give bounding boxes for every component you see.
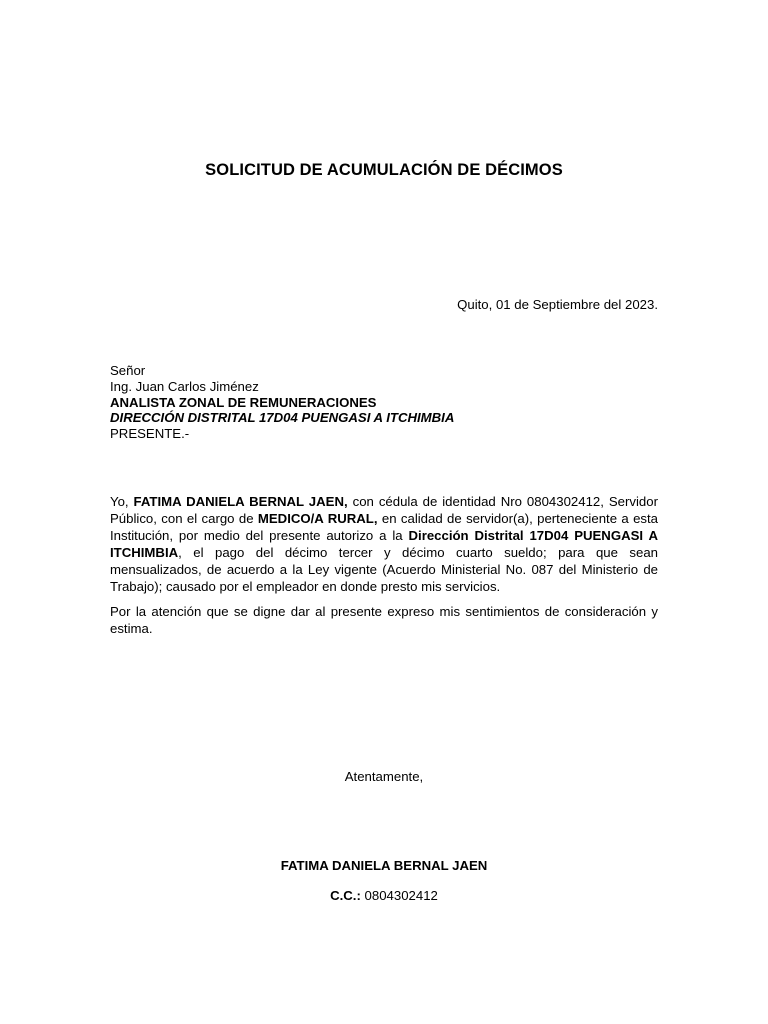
document-title: SOLICITUD DE ACUMULACIÓN DE DÉCIMOS (205, 161, 563, 179)
letter-body (110, 494, 658, 647)
recipient-presente: PRESENTE.- (110, 426, 190, 442)
recipient-institution: DIRECCIÓN DISTRITAL 17D04 PUENGASI A ITCHIMBIA (110, 410, 455, 426)
recipient-block (110, 363, 454, 442)
p1-role: MEDICO/A RURAL, (257, 510, 378, 526)
p1-part4: , el pago del décimo tercer y décimo cuarto sueldo; para que sean mensualizados, de acuerdo a la Ley vigente (Acuerdo Ministerial No. 087 del Ministerio de Trabajo); causado por el empleador en donde presto mis servicios. (110, 544, 658, 594)
recipient-salutation: Señor (110, 363, 146, 378)
p1-applicant-name: FATIMA DANIELA BERNAL JAEN, (133, 494, 348, 509)
document-date: Quito, 01 de Septiembre del 2023. (457, 297, 658, 312)
p1-part3: en calidad de servidor(a), perteneciente a esta Institución, por medio del presente autorizo a la (110, 510, 658, 543)
signer-name: FATIMA DANIELA BERNAL JAEN (280, 858, 488, 873)
p1-prefix: Yo, (110, 494, 134, 509)
p1-part2: con cédula de identidad Nro 0804302412, Servidor Público, con el cargo de (110, 494, 658, 526)
signer-id-label: C.C.: (330, 888, 361, 903)
signer-id-value: 0804302412 (360, 888, 438, 903)
signer-id (0, 888, 768, 903)
recipient-position: ANALISTA ZONAL DE REMUNERACIONES (110, 394, 377, 410)
p1-institution: Dirección Distrital 17D04 PUENGASI A ITCHIMBIA (110, 527, 658, 560)
body-paragraph-1 (110, 494, 658, 595)
body-paragraph-2: Por la atención que se digne dar al presente expreso mis sentimientos de consideración y estima. (110, 604, 658, 637)
closing-farewell: Atentamente, (344, 769, 424, 784)
recipient-name: Ing. Juan Carlos Jiménez (110, 378, 259, 394)
